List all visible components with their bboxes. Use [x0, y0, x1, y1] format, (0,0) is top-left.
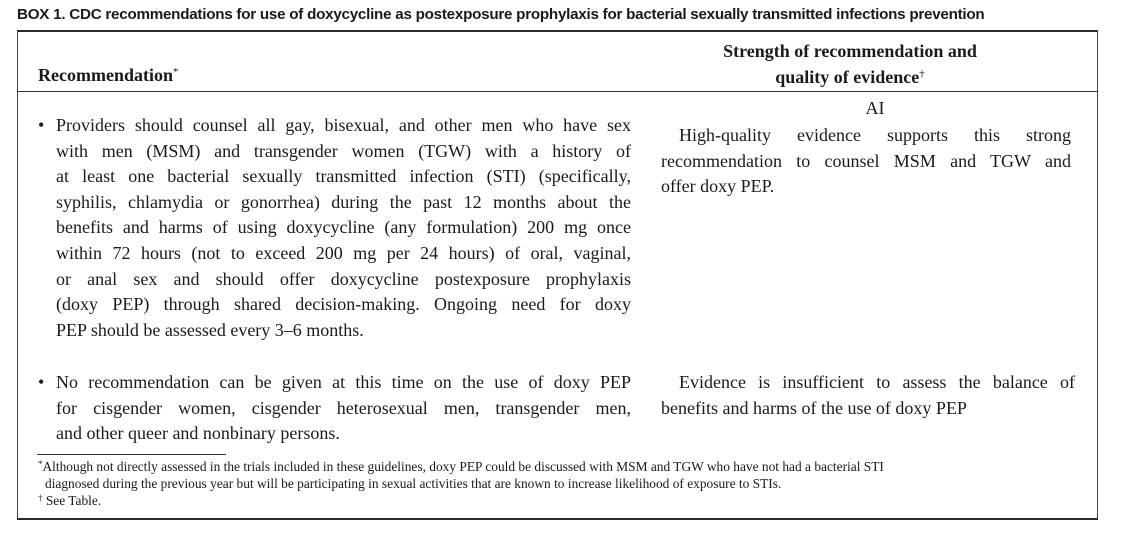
- strength-line: Evidence is insufficient to assess the balance of: [679, 372, 1075, 392]
- recommendation-line: within 72 hours (not to exceed 200 mg per 24 hours) of oral, vaginal,: [56, 242, 631, 263]
- strength-line: offer doxy PEP.: [661, 176, 775, 197]
- recommendation-line: Providers should counsel all gay, bisexual, and other men who have sex: [56, 115, 631, 135]
- footnote-star-continued: diagnosed during the previous year but will be participating in sexual activities that are known to increase likelihood of exposure to STIs.: [45, 476, 782, 491]
- footnote-star: *Although not directly assessed in the trials included in these guidelines, doxy PEP could be discussed with MSM and TGW who have not had a bacterial STI: [38, 459, 884, 474]
- footnote-dagger-mark: †: [38, 493, 43, 503]
- box-title: BOX 1. CDC recommendations for use of doxycycline as postexposure prophylaxis for bacterial sexually transmitted infections prevention: [17, 6, 985, 23]
- strength-line: recommendation to counsel MSM and TGW and: [661, 150, 1071, 171]
- column-header-recommendation-label: Recommendation: [38, 65, 173, 85]
- footnote-dagger: † See Table.: [38, 493, 102, 508]
- recommendation-line: benefits and harms of using doxycycline (any formulation) 200 mg once: [56, 217, 631, 238]
- strength-line: benefits and harms of the use of doxy PEP: [661, 397, 967, 418]
- recommendation-text-2: [56, 370, 631, 447]
- column-header-recommendation: [38, 63, 178, 87]
- recommendation-line: or anal sex and should offer doxycycline postexposure prophylaxis: [56, 268, 631, 289]
- footnotes: [38, 458, 1083, 509]
- recommendation-line: at least one bacterial sexually transmitted infection (STI) (specifically,: [56, 166, 631, 187]
- bullet-icon: •: [38, 115, 45, 135]
- recommendation-line: (doxy PEP) through shared decision-making. Ongoing need for doxy: [56, 294, 631, 315]
- strength-line: High-quality evidence supports this strong: [679, 125, 1071, 145]
- recommendation-line: No recommendation can be given at this time on the use of doxy PEP: [56, 372, 631, 392]
- column-header-strength-line1: Strength of recommendation and: [723, 41, 977, 61]
- column-header-strength-mark: †: [919, 68, 925, 80]
- recommendation-line: PEP should be assessed every 3–6 months.: [56, 319, 364, 340]
- recommendation-line: with men (MSM) and transgender women (TGW) with a history of: [56, 140, 631, 161]
- strength-text-1: [661, 123, 1071, 200]
- grade-ai: AI: [865, 98, 885, 118]
- header-divider: [17, 91, 1098, 92]
- column-header-recommendation-mark: *: [172, 66, 179, 78]
- column-header-strength: [640, 38, 1060, 90]
- recommendation-line: for cisgender women, cisgender heterosexual men, transgender men,: [56, 397, 631, 418]
- recommendation-text-1: [56, 113, 631, 343]
- recommendation-line: and other queer and nonbinary persons.: [56, 423, 340, 444]
- recommendation-line: syphilis, chlamydia or gonorrhea) during the past 12 months about the: [56, 191, 631, 212]
- footnote-divider: [37, 454, 226, 455]
- column-header-strength-line2: quality of evidence†: [775, 67, 925, 87]
- footnote-star-mark: *: [38, 459, 43, 469]
- bullet-icon: •: [38, 372, 45, 392]
- strength-text-2: [661, 370, 1075, 421]
